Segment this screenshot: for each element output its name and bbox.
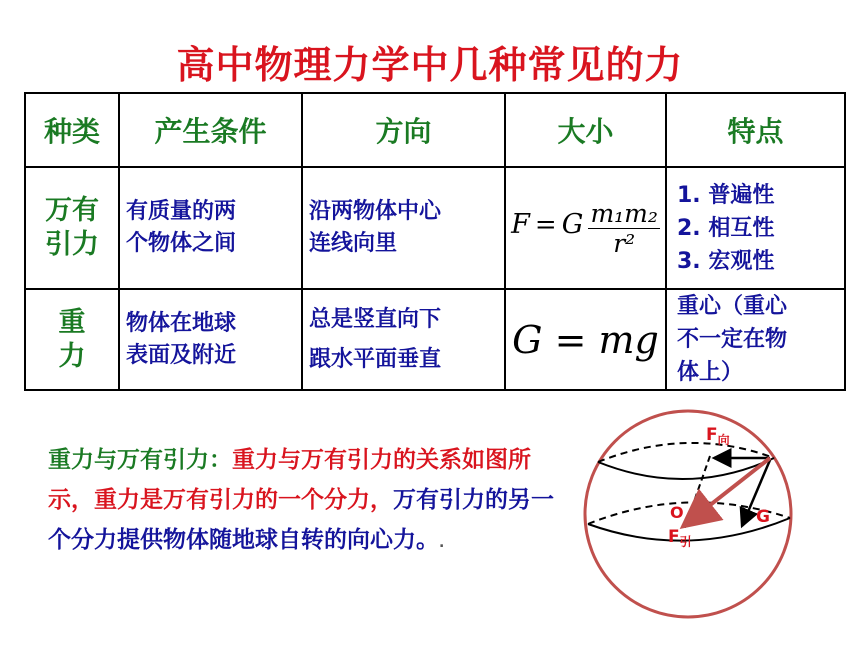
header-feature: 特点 — [666, 93, 845, 167]
formula-g: G — [561, 208, 584, 240]
table-header-row — [25, 93, 845, 167]
weight-direction-cell — [302, 289, 505, 390]
label-origin: O — [670, 503, 684, 522]
weight-condition-cell — [119, 289, 302, 390]
description-paragraph — [48, 440, 558, 563]
weight-type-line1: 重 — [58, 306, 86, 338]
description-blue-text: 万有引力的另一个分力提供物体随地球自转的向心力。 — [48, 487, 554, 553]
gravitation-type-line1: 万有 — [45, 195, 99, 226]
forces-table — [24, 92, 846, 391]
label-centripetal-sub: 向 — [717, 433, 730, 447]
weight-condition-line1: 物体在地球 — [126, 310, 237, 336]
gravitation-direction-cell — [302, 167, 505, 289]
gravitation-direction-line2: 连线向里 — [309, 231, 398, 256]
gravitation-condition-line2: 个物体之间 — [126, 231, 237, 256]
description-dot: . — [439, 535, 445, 551]
formula-denominator: r² — [613, 228, 636, 258]
gravitation-direction-line1: 沿两物体中心 — [309, 199, 442, 224]
label-attraction-sub: 引 — [679, 535, 692, 549]
label-attraction — [668, 527, 692, 549]
weight-direction-line2: 跟水平面垂直 — [309, 346, 442, 372]
formula-lhs: F — [511, 208, 530, 240]
gravitation-condition-cell — [119, 167, 302, 289]
header-type: 种类 — [25, 93, 119, 167]
weight-feature-line3: 体上） — [677, 360, 744, 385]
weight-type-line2: 力 — [58, 340, 86, 372]
formula-numerator: m₁m₂ — [590, 198, 658, 228]
weight-feature-line2: 不一定在物 — [677, 327, 788, 352]
formula-equals: = — [534, 209, 557, 240]
label-attraction-base: F — [668, 527, 680, 547]
gravitation-feature-cell — [666, 167, 845, 289]
weight-feature-cell — [666, 289, 845, 390]
description-lead: 重力与万有引力： — [48, 447, 232, 473]
weight-formula-cell: G = mg — [505, 289, 666, 390]
table-row-weight — [25, 289, 845, 390]
gravitation-type-line2: 引力 — [45, 229, 99, 260]
weight-direction-line1: 总是竖直向下 — [309, 306, 442, 332]
axis-line — [684, 456, 710, 530]
force-decomposition-diagram — [570, 400, 810, 630]
gravitation-condition-line1: 有质量的两 — [126, 199, 237, 224]
formula-fraction — [588, 199, 659, 258]
weight-feature-line1: 重心（重心 — [677, 294, 788, 319]
label-centripetal — [706, 425, 730, 447]
page-title: 高中物理力学中几种常见的力 — [176, 43, 684, 87]
gravitation-feature-1: 1. 普遍性 — [677, 182, 775, 208]
weight-type-cell — [25, 289, 119, 390]
gravitation-feature-2: 2. 相互性 — [677, 215, 775, 241]
gravitation-type-cell — [25, 167, 119, 289]
header-condition: 产生条件 — [119, 93, 302, 167]
header-direction: 方向 — [302, 93, 505, 167]
label-centripetal-base: F — [706, 425, 718, 445]
description-red-text: 重力与万有引力的关系如图所示，重力是万有引力的一个分力， — [48, 447, 531, 513]
label-gravity: G — [756, 507, 770, 527]
table-row-gravitation — [25, 167, 845, 289]
gravitation-formula-cell — [505, 167, 666, 289]
header-magnitude: 大小 — [505, 93, 666, 167]
gravitation-feature-3: 3. 宏观性 — [677, 248, 775, 274]
weight-condition-line2: 表面及附近 — [126, 342, 237, 368]
